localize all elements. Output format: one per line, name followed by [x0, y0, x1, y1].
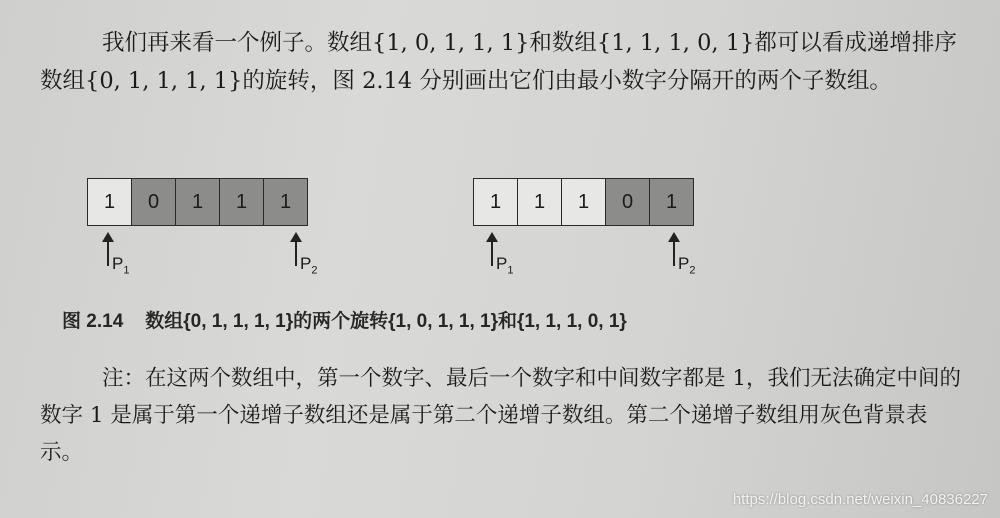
left-cell: 1 [175, 178, 220, 226]
pointer-label: $P_1$ [112, 254, 130, 277]
pointer-label: $P_2$ [300, 254, 318, 277]
left-cell: 1 [219, 178, 264, 226]
left-cell: 1 [263, 178, 308, 226]
pointer-label: $P_2$ [678, 254, 696, 277]
right-cell: 1 [649, 178, 694, 226]
left-array [87, 178, 308, 226]
pointer-label: $P_1$ [496, 254, 514, 277]
right-cell: 0 [605, 178, 650, 226]
right-cell: 1 [473, 178, 518, 226]
right-cell: 1 [561, 178, 606, 226]
left-pointer-p1 [102, 232, 142, 277]
left-cell: 1 [87, 178, 132, 226]
right-pointer-p1 [486, 232, 526, 277]
note-paragraph: 注：在这两个数组中，第一个数字、最后一个数字和中间数字都是 1，我们无法确定中间的数字 1 是属于第一个递增子数组还是属于第二个递增子数组。第二个递增子数组用灰色背景表示。 [40, 366, 962, 465]
watermark-url: https://blog.csdn.net/weixin_40836227 [732, 491, 988, 508]
right-array [473, 178, 694, 226]
right-pointer-p2 [668, 232, 708, 277]
intro-paragraph: 我们再来看一个例子。数组{1, 0, 1, 1, 1}和数组{1, 1, 1, 0, 1}都可以看成递增排序数组{0, 1, 1, 1, 1}的旋转，图 2.14 分别画出它们由最小数字分隔开的两个子数组。 [40, 30, 957, 94]
figure-number: 图 2.14 [62, 311, 124, 332]
right-cell: 1 [517, 178, 562, 226]
figure-caption [62, 306, 627, 333]
left-cell: 0 [131, 178, 176, 226]
caption-text: 数组{0, 1, 1, 1, 1}的两个旋转{1, 0, 1, 1, 1}和{1, 1, 1, 0, 1} [145, 311, 627, 332]
left-pointer-p2 [290, 232, 330, 277]
